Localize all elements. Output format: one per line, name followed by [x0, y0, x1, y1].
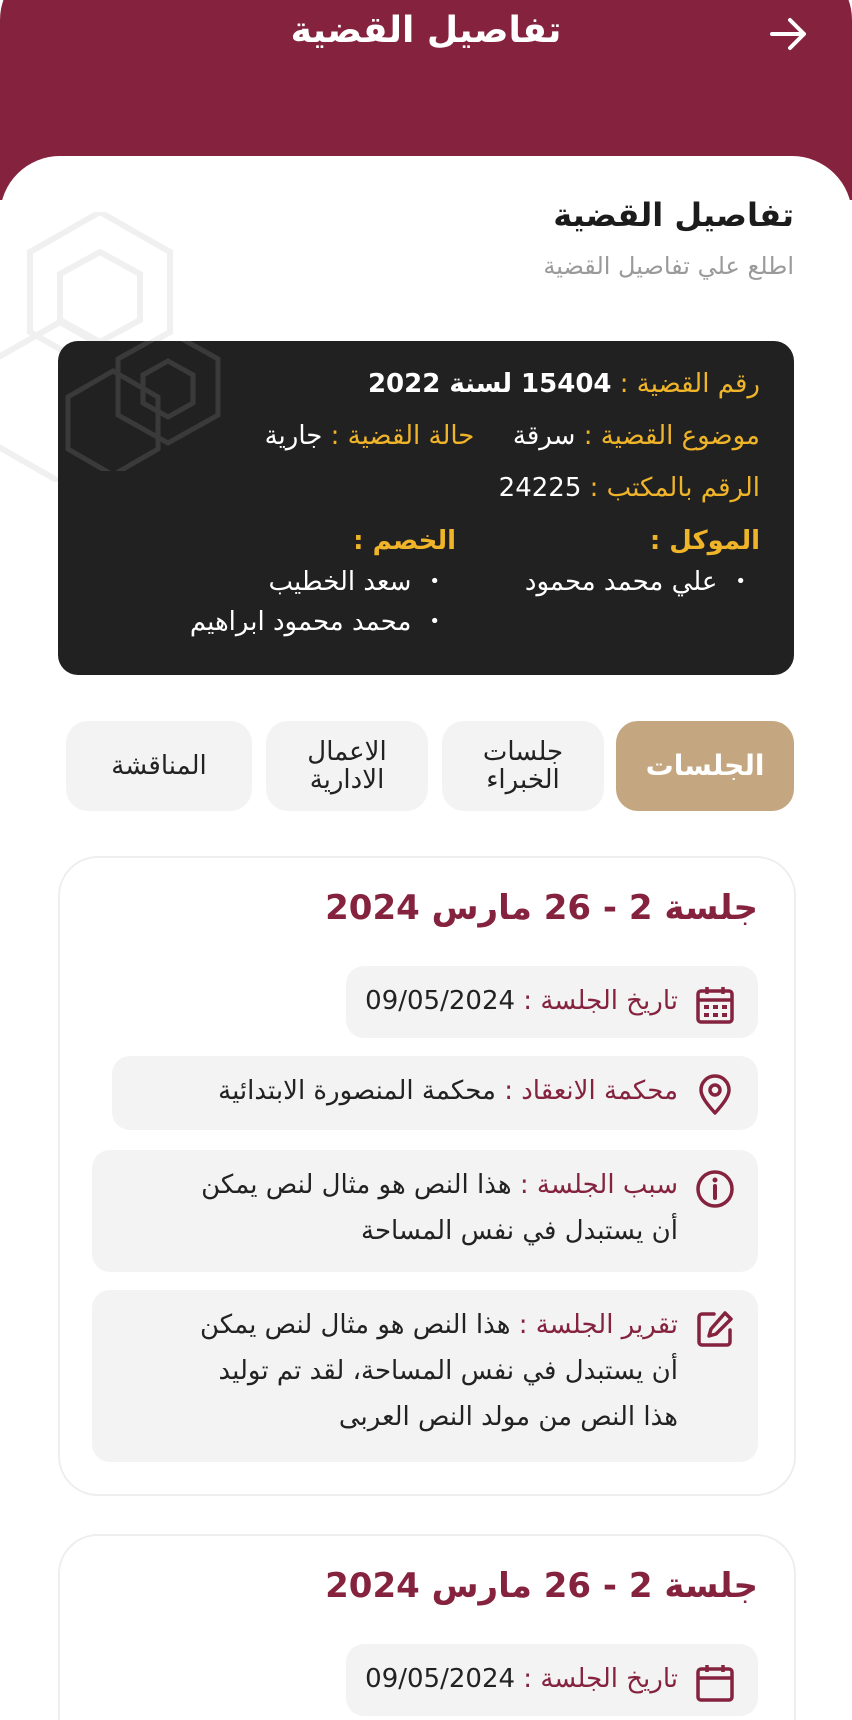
session-date-label: تاريخ الجلسة :	[523, 986, 678, 1016]
page-subtitle: اطلع علي تفاصيل القضية	[543, 252, 794, 280]
session-court-value: محكمة المنصورة الابتدائية	[218, 1076, 496, 1106]
tab-discussion[interactable]	[66, 721, 252, 811]
session-date-field	[346, 1644, 758, 1716]
session-date-field	[346, 966, 758, 1038]
calendar-icon	[694, 984, 736, 1026]
session-title: جلسة 2 - 26 مارس 2024	[325, 888, 758, 928]
session-date-value: 09/05/2024	[365, 986, 516, 1016]
header-title: تفاصيل القضية	[290, 10, 562, 51]
case-summary-card	[58, 341, 794, 675]
case-subject-value: سرقة	[512, 421, 576, 451]
edit-icon	[694, 1308, 736, 1350]
session-court-label: محكمة الانعقاد :	[504, 1076, 678, 1106]
session-date-label: تاريخ الجلسة :	[523, 1664, 678, 1694]
opponent-item: • سعد الخطيب	[269, 567, 441, 597]
session-card[interactable]	[58, 856, 796, 1496]
session-reason-label: سبب الجلسة :	[519, 1170, 678, 1200]
office-number-label: الرقم بالمكتب :	[589, 473, 760, 503]
tab-label: الاعمال الادارية	[307, 737, 387, 795]
case-number-label: رقم القضية :	[619, 369, 760, 399]
session-date-value: 09/05/2024	[365, 1664, 516, 1694]
opponent-label: الخصم :	[353, 526, 456, 556]
session-court-text	[218, 1068, 678, 1114]
page-title: تفاصيل القضية	[553, 196, 794, 234]
office-number-row	[499, 473, 760, 503]
session-date-text	[365, 978, 678, 1024]
session-card[interactable]	[58, 1534, 796, 1720]
session-report-value: هذا النص هو مثال لنص يمكن	[199, 1310, 511, 1340]
session-report-field	[92, 1290, 758, 1462]
card-watermark-icon	[58, 341, 228, 471]
case-status-value: جارية	[264, 421, 323, 451]
office-number-value: 24225	[498, 473, 582, 503]
session-report-value: هذا النص من مولد النص العربى	[338, 1402, 678, 1432]
session-reason-value: هذا النص هو مثال لنص يمكن	[201, 1170, 512, 1200]
session-report-value: أن يستبدل في نفس المساحة، لقد تم توليد	[218, 1356, 678, 1386]
opponent-item: • محمد محمود ابراهيم	[190, 607, 440, 637]
info-icon	[694, 1168, 736, 1210]
tabs-bar	[0, 721, 852, 813]
tab-administrative-work[interactable]	[266, 721, 428, 811]
session-date-text	[365, 1656, 678, 1702]
back-arrow-icon[interactable]	[764, 10, 812, 58]
calendar-icon	[694, 1662, 736, 1704]
case-status-label: حالة القضية :	[330, 421, 475, 451]
content-sheet	[0, 156, 852, 1720]
case-subject-label: موضوع القضية :	[583, 421, 760, 451]
session-court-field	[112, 1056, 758, 1130]
case-number-row	[368, 369, 760, 399]
case-number-value: 15404 لسنة 2022	[367, 369, 612, 399]
tab-label: الجلسات	[645, 749, 765, 782]
location-pin-icon	[694, 1074, 736, 1116]
tab-sessions[interactable]	[616, 721, 794, 811]
tab-label: المناقشة	[111, 751, 207, 781]
tab-expert-sessions[interactable]	[442, 721, 604, 811]
session-reason-field	[92, 1150, 758, 1272]
session-title: جلسة 2 - 26 مارس 2024	[325, 1566, 758, 1606]
session-reason-text	[201, 1162, 678, 1254]
case-subject-row	[265, 421, 760, 451]
tab-label: جلسات الخبراء	[482, 737, 564, 795]
client-item: • علي محمد محمود	[525, 567, 746, 597]
client-label: الموكل :	[649, 526, 760, 556]
session-report-label: تقرير الجلسة :	[518, 1310, 678, 1340]
session-report-text	[200, 1302, 678, 1440]
session-reason-value: أن يستبدل في نفس المساحة	[361, 1216, 678, 1246]
